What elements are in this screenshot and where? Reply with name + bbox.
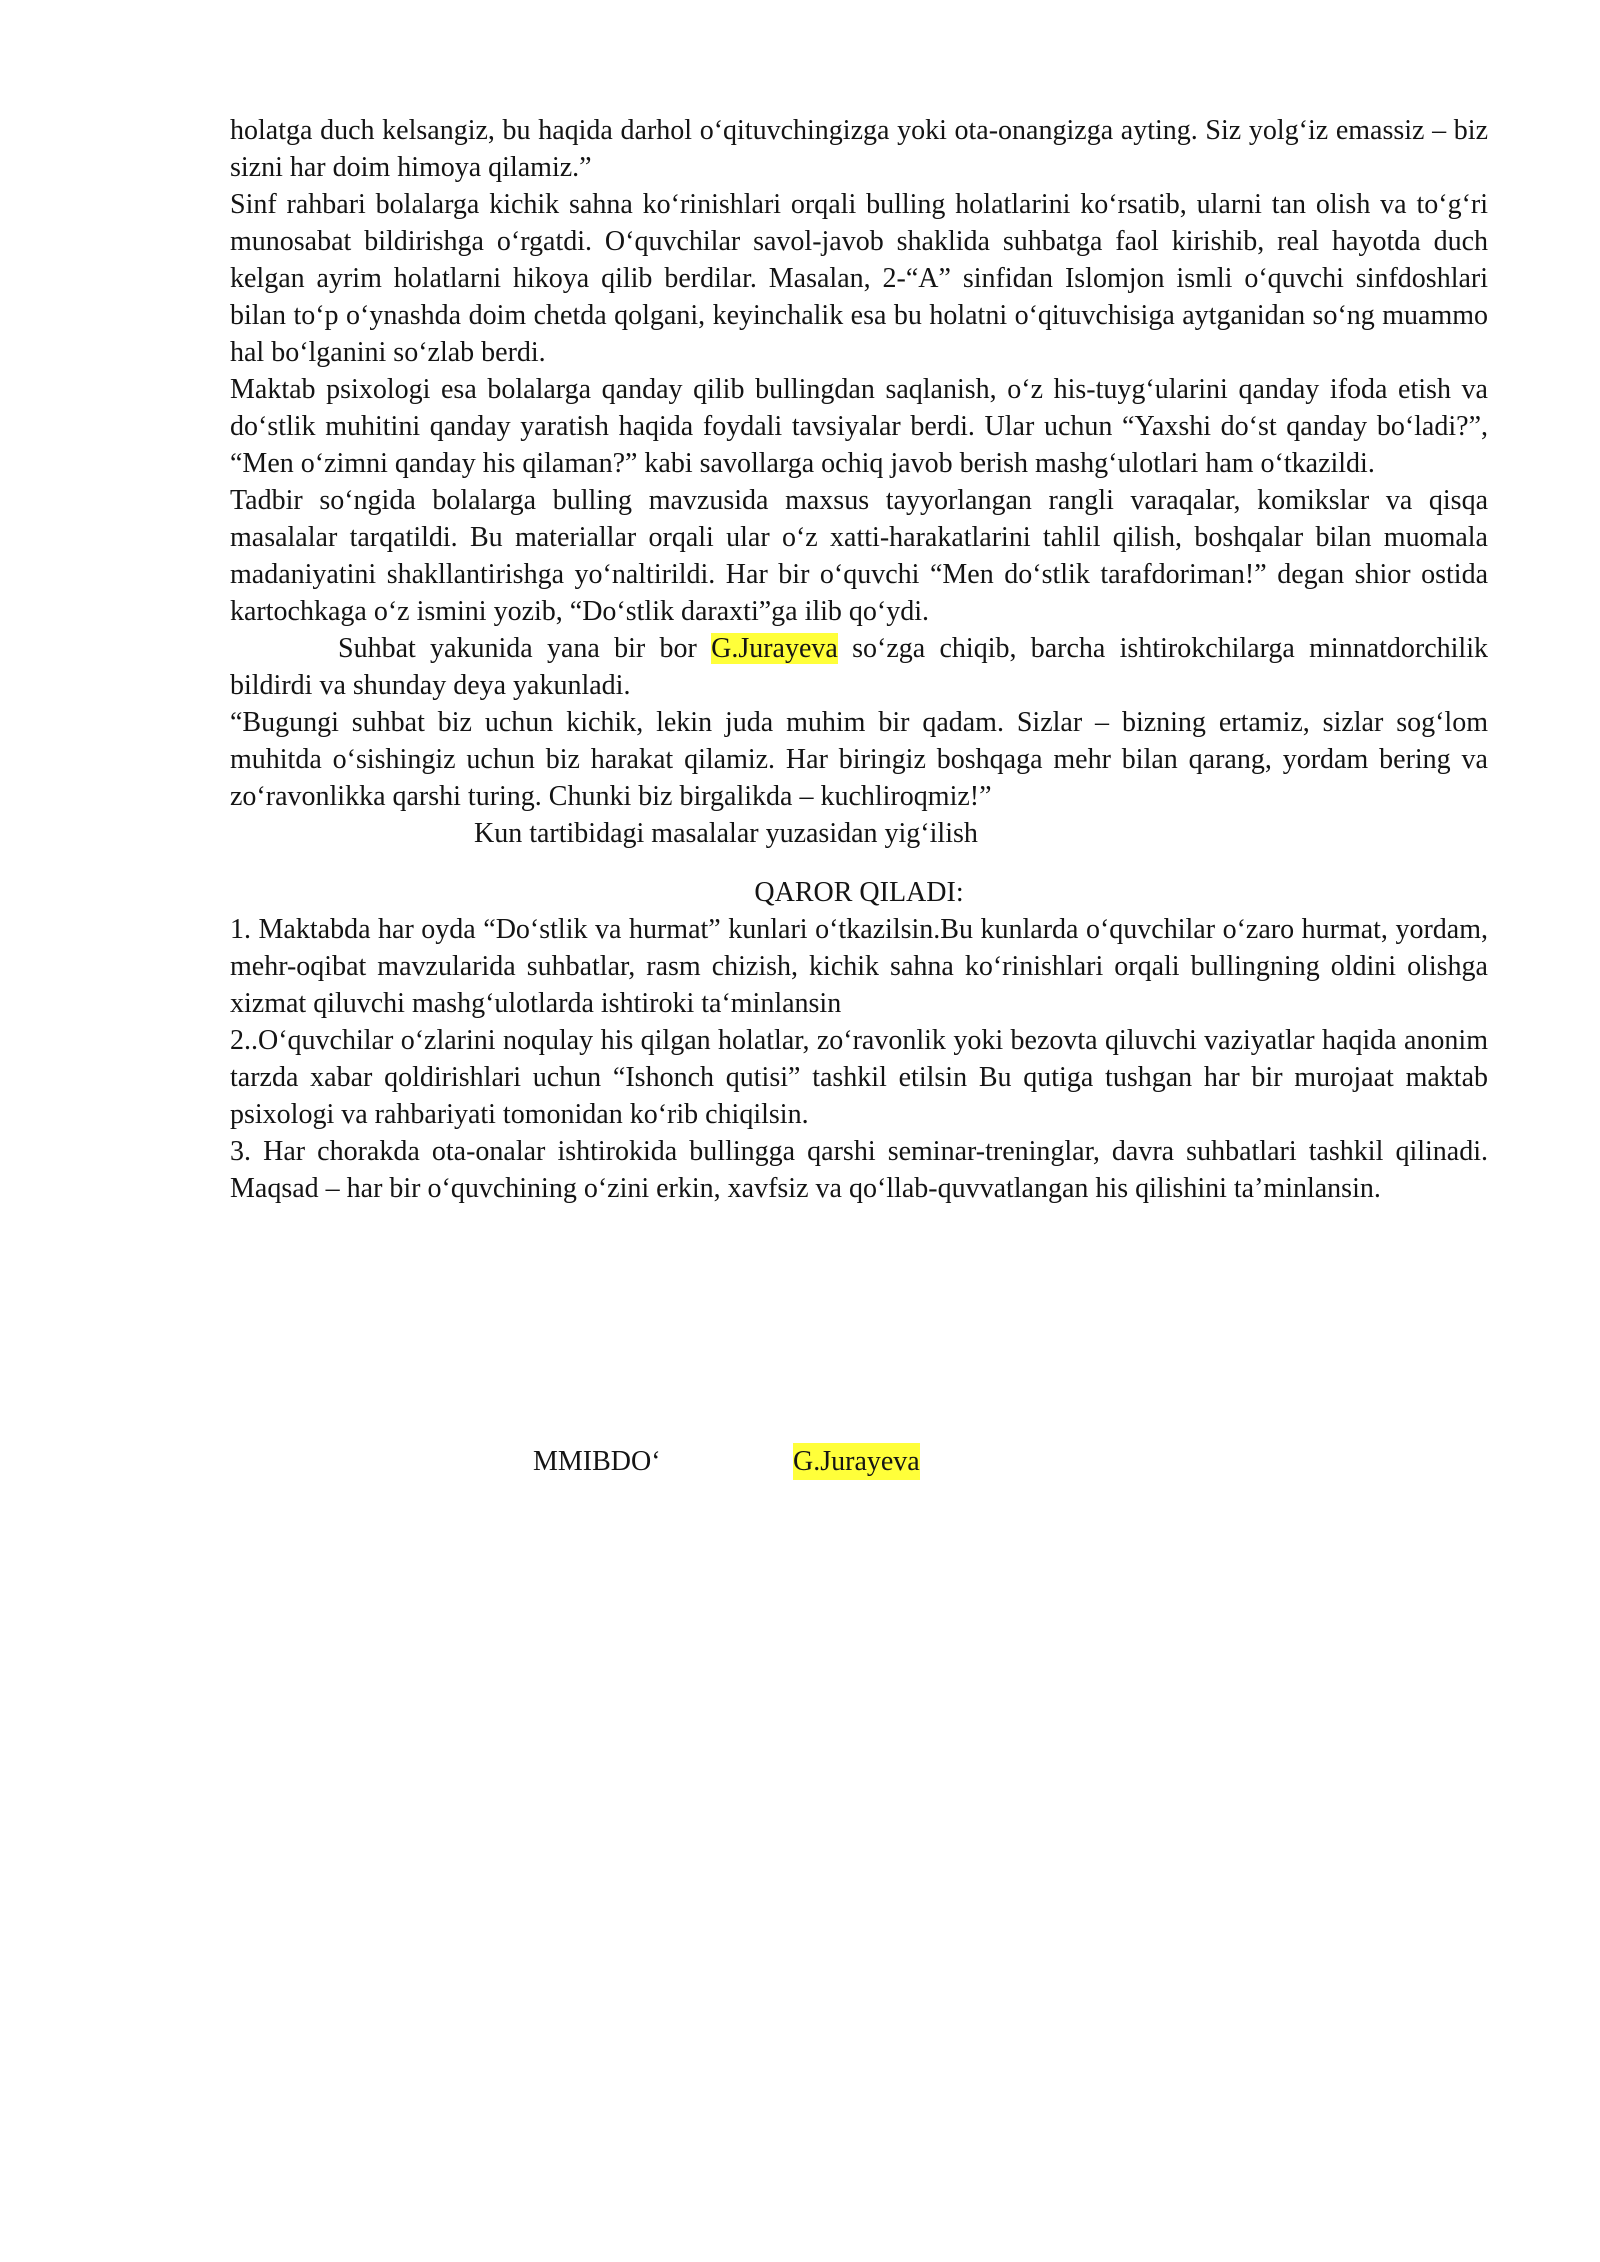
paragraph-final-speech: “Bugungi suhbat biz uchun kichik, lekin juda muhim bir qadam. Sizlar – bizning ertamiz, sizlar sog‘lom muhitda o‘sishingiz uchun biz harakat qilamiz. Har biringiz boshqaga mehr bilan qarang, yordam bering va zo‘ravonlikka qarshi turing. Chunki biz birgalikda – kuchliroqmiz!” xyxy=(230,707,1488,812)
paragraph-class-teacher: Sinf rahbari bolalarga kichik sahna ko‘rinishlari orqali bulling holatlarini ko‘rsatib, ularni tan olish va to‘g‘ri munosabat bildirishga o‘rgatdi. O‘quvchilar savol-javob shaklida suhbatga faol kirishib, real hayotda duch kelgan ayrim holatlarni hikoya qilib berdilar. Masalan, 2-“A” sinfidan Islomjon ismli o‘quvchi sinfdoshlari bilan to‘p o‘ynashda doim chetda qolgani, keyinchalik esa bu holatni o‘qituvchisiga aytganidan so‘ng muammo hal bo‘lganini so‘zlab berdi. xyxy=(230,189,1488,368)
decision-item-2: 2..O‘quvchilar o‘zlarini noqulay his qilgan holatlar, zo‘ravonlik yoki bezovta qiluvchi vaziyatlar haqida anonim tarzda xabar qoldirishlari uchun “Ishonch qutisi” tashkil etilsin Bu qutiga tushgan har bir murojaat maktab psixologi va rahbariyati tomonidan ko‘rib chiqilsin. xyxy=(230,1025,1488,1130)
paragraph-event-end: Tadbir so‘ngida bolalarga bulling mavzusida maxsus tayyorlangan rangli varaqalar, komikslar va qisqa masalalar tarqatildi. Bu materiallar orqali ular o‘z xatti-harakatlarini tahlil qilish, boshqalar bilan muomala madaniyatini shakllantirishga yo‘naltirildi. Har bir o‘quvchi “Men do‘stlik tarafdoriman!” degan shior ostida kartochkaga o‘z ismini yozib, “Do‘stlik daraxti”ga ilib qo‘ydi. xyxy=(230,485,1488,627)
conclusion-text-end: so‘zga chiqib, barcha ishtirokchilarga minnatdorchilik bildirdi va shunday deya yakunladi. xyxy=(230,633,1488,701)
signature-name: G.Jurayeva xyxy=(793,1443,920,1480)
decision-item-3: 3. Har chorakda ota-onalar ishtirokida bullingga qarshi seminar-treninglar, davra suhbatlari tashkil qilinadi. Maqsad – har bir o‘quvchining o‘zini erkin, xavfsiz va qo‘llab-quvvatlangan his qilishini ta’minlansin. xyxy=(230,1136,1488,1204)
paragraph-closing-quote: holatga duch kelsangiz, bu haqida darhol o‘qituvchingizga yoki ota-onangizga ayting. Siz yolg‘iz emassiz – biz sizni har doim himoya qilamiz.” xyxy=(230,115,1488,183)
agenda-line: Kun tartibidagi masalalar yuzasidan yig‘ilish xyxy=(474,818,978,849)
conclusion-text-start: Suhbat yakunida yana bir bor xyxy=(338,633,712,664)
signature-role: MMIBDO‘ xyxy=(533,1446,661,1477)
document-body xyxy=(230,112,1488,1207)
signature-block xyxy=(533,1443,920,1480)
highlighted-name: G.Jurayeva xyxy=(711,633,838,664)
paragraph-conclusion xyxy=(230,630,1488,704)
decision-title: QAROR QILADI: xyxy=(754,877,964,908)
paragraph-psychologist: Maktab psixologi esa bolalarga qanday qilib bullingdan saqlanish, o‘z his-tuyg‘ularini qanday ifoda etish va do‘stlik muhitini qanday yaratish haqida foydali tavsiyalar berdi. Ular uchun “Yaxshi do‘st qanday bo‘ladi?”, “Men o‘zimni qanday his qilaman?” kabi savollarga ochiq javob berish mashg‘ulotlari ham o‘tkazildi. xyxy=(230,374,1488,479)
decision-item-1: 1. Maktabda har oyda “Do‘stlik va hurmat” kunlari o‘tkazilsin.Bu kunlarda o‘quvchilar o‘zaro hurmat, yordam, mehr-oqibat mavzularida suhbatlar, rasm chizish, kichik sahna ko‘rinishlari orqali bullingning oldini olishga xizmat qiluvchi mashg‘ulotlarda ishtiroki ta‘minlansin xyxy=(230,914,1488,1019)
